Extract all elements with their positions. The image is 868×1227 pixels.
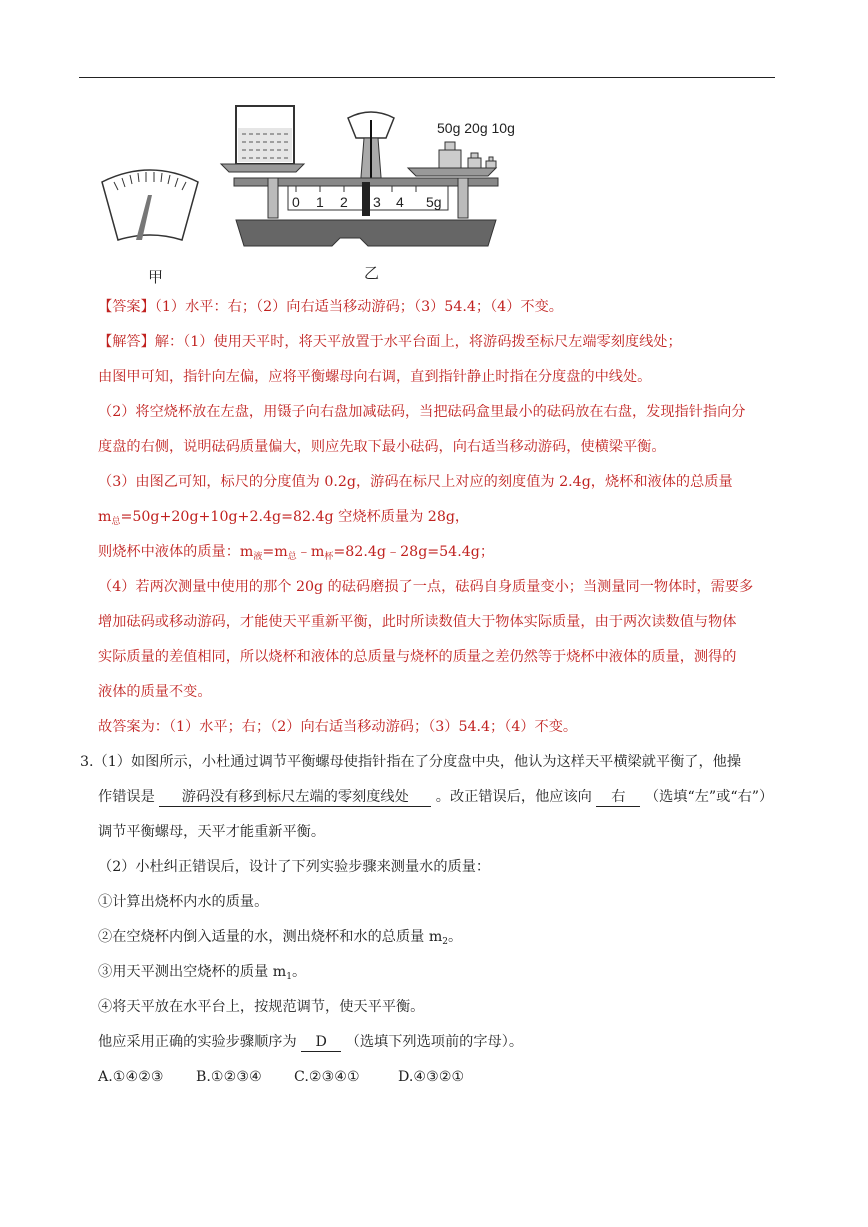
solution-line-3: （2）将空烧杯放在左盘，用镊子向右盘加减砝码，当把砝码盒里最小的砝码放在右盘，发现指针指向分 — [98, 404, 746, 420]
q3-line-3: 调节平衡螺母，天平才能重新平衡。 — [98, 824, 326, 840]
q3-blank-2: 右 — [596, 788, 640, 807]
solution-line-5: （3）由图乙可知，标尺的分度值为 0.2g，游码在标尺上对应的刻度值为 2.4g，烧杯和液体的总质量 — [98, 474, 733, 490]
tick-4: 4 — [396, 194, 404, 210]
solution-line-9: 液体的质量不变。 — [98, 684, 212, 700]
solution-final-answer: 故答案为：（1）水平；右；（2）向右适当移动游码；（3）54.4；（4）不变。 — [98, 719, 578, 735]
q3-line-1: 3.（1）如图所示，小杜通过调节平衡螺母使指针指在了分度盘中央，他认为这样天平横梁就平衡了，他操 — [80, 754, 742, 770]
balance-illustration — [96, 100, 526, 286]
q3-step-3: ③用天平测出空烧杯的质量 $m_1$。 — [98, 964, 307, 982]
answer-line — [98, 297, 563, 317]
weights-label: 50g 20g 10g — [437, 120, 515, 136]
option-b: B.①②③④ — [196, 1069, 262, 1085]
tick-2: 2 — [340, 194, 348, 210]
q3-step-4: ④将天平放在水平台上，按规范调节，使天平平衡。 — [98, 999, 425, 1015]
solution-text-1: 解：（1）使用天平时，将天平放置于水平台面上，将游码拨至标尺左端零刻度线处； — [154, 334, 682, 350]
solution-line-4: 度盘的右侧，说明砝码质量偏大，则应先取下最小砝码，向右适当移动游码，使横梁平衡。 — [98, 439, 666, 455]
figure-label-jia: 甲 — [148, 268, 164, 286]
answer-text: （1）水平：右；（2）向右适当移动游码；（3）54.4；（4）不变。 — [154, 299, 563, 315]
answer-tag: 【答案】 — [98, 299, 155, 315]
option-a: A.①④②③ — [98, 1069, 164, 1085]
solution-mass-total: $m_总=50g+20g+10g+2.4g=82.4g$ 空烧杯质量为 28g， — [98, 509, 470, 527]
q3-number: 3. — [80, 754, 94, 770]
tick-5g: 5g — [426, 194, 442, 210]
header-rule — [79, 77, 775, 78]
beaker — [236, 106, 294, 164]
q3-step-1: ①计算出烧杯内水的质量。 — [98, 894, 269, 910]
balance-figure — [96, 100, 526, 286]
solution-line-1 — [98, 332, 682, 352]
q3-step-2: ②在空烧杯内倒入适量的水，测出烧杯和水的总质量 $m_2$。 — [98, 929, 463, 947]
q3-options — [98, 1067, 464, 1087]
option-d: D.④③②① — [398, 1069, 465, 1085]
option-c: C.②③④① — [294, 1069, 360, 1085]
q3-line-2: 作错误是 游码没有移到标尺左端的零刻度线处 。改正错误后，他应该向 右 （选填“左”或“右”） — [98, 789, 774, 805]
tick-0: 0 — [292, 194, 300, 210]
solution-line-8: 实际质量的差值相同，所以烧杯和液体的总质量与烧杯的质量之差仍然等于烧杯中液体的质量，测得的 — [98, 649, 737, 665]
dial-scale-jia — [102, 170, 198, 240]
q3-line-4: （2）小杜纠正错误后，设计了下列实验步骤来测量水的质量： — [98, 859, 491, 875]
tick-3: 3 — [373, 194, 381, 210]
figure-label-yi: 乙 — [364, 264, 380, 282]
q3-line-9: 他应采用正确的实验步骤顺序为 D （选填下列选项前的字母）。 — [98, 1034, 524, 1050]
solution-tag: 【解答】 — [98, 334, 155, 350]
solution-line-6: （4）若两次测量中使用的那个 20g 的砝码磨损了一点，砝码自身质量变小；当测量同一物体时，需要多 — [98, 579, 754, 595]
rider — [362, 182, 370, 216]
q3-blank-3: D — [301, 1033, 341, 1052]
solution-line-2: 由图甲可知，指针向左偏，应将平衡螺母向右调，直到指针静止时指在分度盘的中线处。 — [98, 369, 652, 385]
q3-blank-1: 游码没有移到标尺左端的零刻度线处 — [159, 788, 431, 807]
weights — [439, 142, 496, 168]
solution-liquid-mass: 则烧杯中液体的质量：$m_液=m_总﹣m_杯=82.4g﹣28g=54.4g$； — [98, 544, 495, 562]
solution-line-7: 增加砝码或移动游码，才能使天平重新平衡，此时所读数值大于物体实际质量，由于两次读数值与物体 — [98, 614, 737, 630]
tick-1: 1 — [316, 194, 324, 210]
